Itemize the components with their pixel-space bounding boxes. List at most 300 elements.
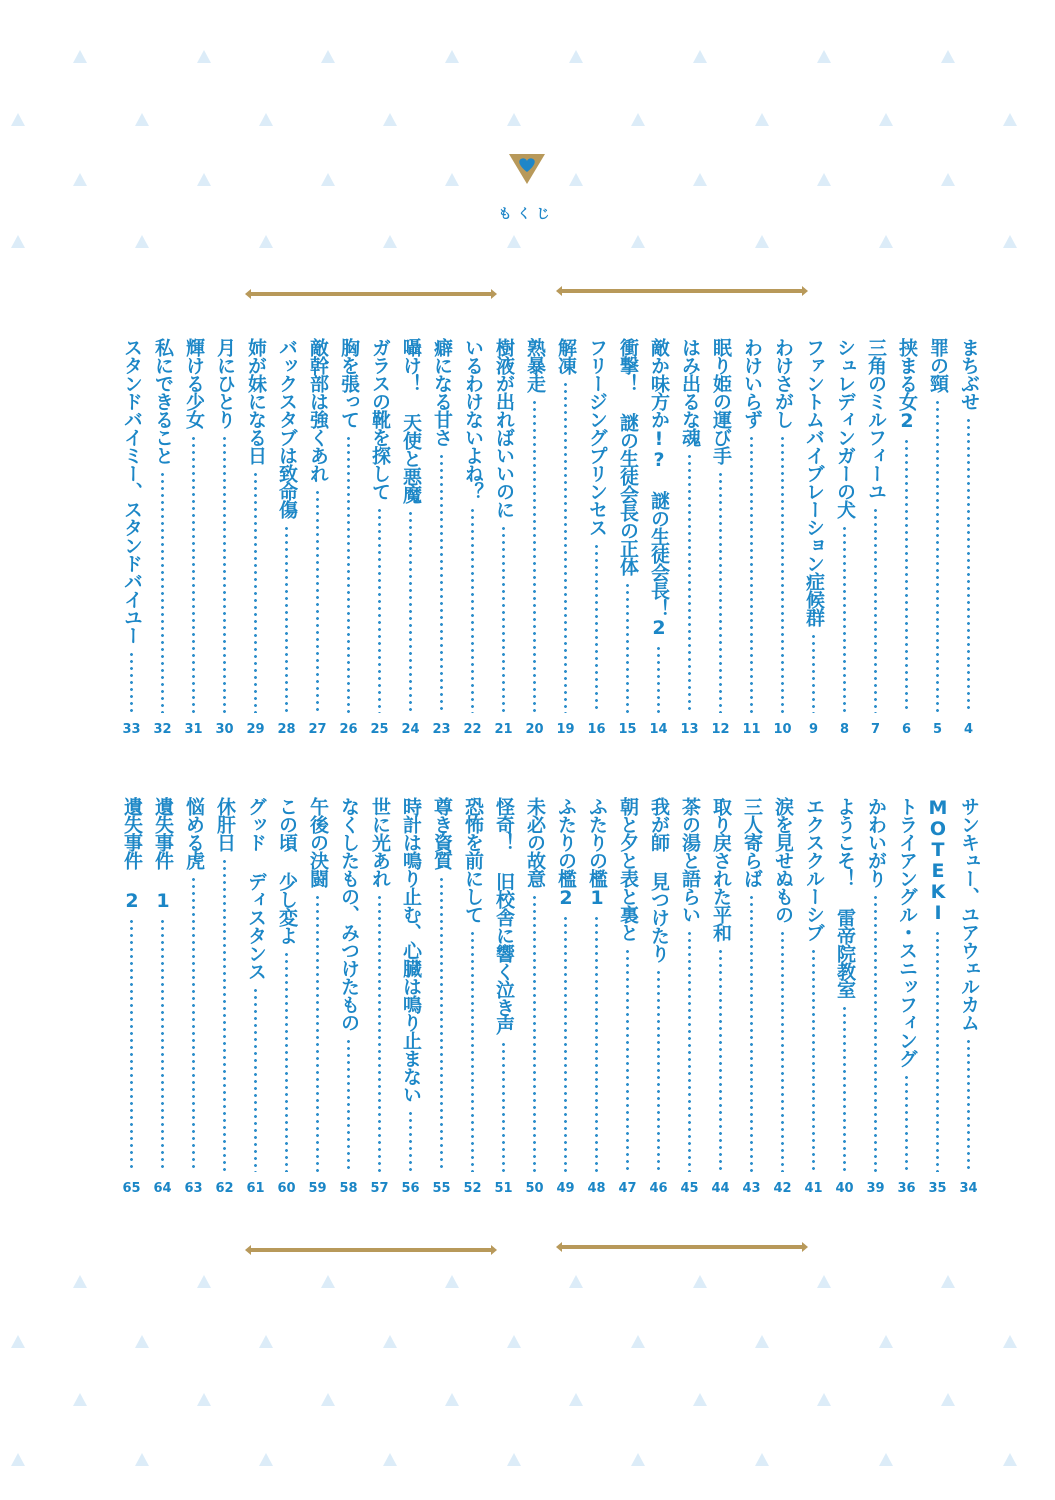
toc-entry[interactable] [736, 338, 767, 738]
toc-entry-page-number: 36 [897, 1181, 916, 1196]
toc-entry-title: ガラスの靴を探して [369, 338, 391, 500]
dot-leader [533, 399, 536, 713]
dot-leader [626, 582, 629, 713]
pattern-triangle [445, 1393, 459, 1406]
dot-leader [347, 1038, 350, 1172]
toc-entry-title: いるわけないよね？ [462, 338, 484, 500]
dot-leader [130, 651, 133, 713]
pattern-triangle [879, 113, 893, 126]
toc-entry-page-number: 26 [339, 722, 358, 737]
toc-entry-title: 午後の決闘 [307, 797, 329, 887]
pattern-triangle [73, 1275, 87, 1288]
dot-leader [409, 510, 412, 713]
toc-entry-title: 罪の頸 [927, 338, 949, 392]
toc-entry-page-number: 59 [308, 1181, 327, 1196]
pattern-triangle [321, 1393, 335, 1406]
toc-entry[interactable] [922, 338, 953, 738]
heart-triangle-icon [507, 150, 547, 190]
pattern-triangle [817, 1393, 831, 1406]
dot-leader [781, 435, 784, 713]
toc-entry-page-number: 43 [742, 1181, 761, 1196]
toc-entry-title: フリージングプリンセス [586, 338, 608, 536]
dot-leader [719, 948, 722, 1172]
toc-entry-page-number: 47 [618, 1181, 637, 1196]
pattern-triangle [631, 235, 645, 248]
toc-entry-title: 輝ける少女 [183, 338, 205, 428]
toc-entry-page-number: 27 [308, 722, 327, 737]
toc-entry-title: ふたりの檻1 [586, 797, 608, 908]
pattern-triangle [11, 113, 25, 126]
toc-entry-page-number: 55 [432, 1181, 451, 1196]
toc-entry-page-number: 40 [835, 1181, 854, 1196]
dot-leader [936, 399, 939, 713]
toc-entry-title: 取り戻された平和 [710, 797, 732, 941]
toc-entry[interactable] [736, 797, 767, 1197]
dot-leader [936, 930, 939, 1172]
pattern-triangle [73, 1393, 87, 1406]
dot-leader [254, 987, 257, 1172]
toc-entry[interactable] [302, 338, 333, 738]
toc-entry[interactable] [426, 797, 457, 1197]
pattern-triangle [11, 1453, 25, 1466]
pattern-triangle [631, 113, 645, 126]
toc-entry-title: かわいがり [865, 797, 887, 887]
dot-leader [750, 894, 753, 1172]
toc-entry-page-number: 20 [525, 722, 544, 737]
toc-entry[interactable] [116, 338, 147, 738]
dot-leader [564, 381, 567, 713]
toc-entry[interactable] [891, 797, 922, 1197]
pattern-triangle [135, 1335, 149, 1348]
toc-entry-title: スタンドバイミー、スタンドバイユー [121, 338, 143, 644]
toc-entry[interactable] [116, 797, 147, 1197]
dot-leader [905, 1074, 908, 1172]
toc-entry[interactable] [488, 338, 519, 738]
toc-entry-title: トライアングル・スニッフィング [896, 797, 918, 1067]
toc-entry-title: 時計は鳴り止む、心臓は鳴り止まない [400, 797, 422, 1103]
pattern-triangle [941, 173, 955, 186]
pattern-triangle [383, 235, 397, 248]
pattern-triangle [569, 1393, 583, 1406]
toc-entry[interactable] [922, 797, 953, 1197]
toc-entry-page-number: 50 [525, 1181, 544, 1196]
toc-entry[interactable] [426, 338, 457, 738]
toc-entry-page-number: 28 [277, 722, 296, 737]
dot-leader [502, 1041, 505, 1172]
pattern-triangle [507, 1453, 521, 1466]
toc-entry-title: MOTEKI [927, 797, 949, 923]
upper-right-rule [556, 283, 808, 299]
toc-entry-page-number: 21 [494, 722, 513, 737]
toc-entry[interactable] [395, 797, 426, 1197]
toc-entry[interactable] [891, 338, 922, 738]
toc-entry-title: なくしたもの、みつけたもの [338, 797, 360, 1031]
toc-entry-page-number: 33 [122, 722, 141, 737]
toc-entry[interactable] [767, 338, 798, 738]
pattern-triangle [259, 235, 273, 248]
dot-leader [130, 918, 133, 1172]
toc-entry-page-number: 15 [618, 722, 637, 737]
toc-entry-title: 私にできること [152, 338, 174, 464]
toc-entry[interactable] [798, 338, 829, 738]
toc-entry-page-number: 10 [773, 722, 792, 737]
toc-entry-title: 世に光あれ [369, 797, 391, 887]
toc-entry[interactable] [798, 797, 829, 1197]
dot-leader [967, 417, 970, 713]
pattern-triangle [507, 1335, 521, 1348]
toc-entry-page-number: 57 [370, 1181, 389, 1196]
toc-entry-title: 三角のミルフィーユ [865, 338, 887, 500]
toc-entry-page-number: 49 [556, 1181, 575, 1196]
toc-entry-page-number: 48 [587, 1181, 606, 1196]
toc-entry-title: 姉が妹になる日 [245, 338, 267, 464]
toc-entry-title: グッド ディスタンス [245, 797, 267, 980]
pattern-triangle [445, 173, 459, 186]
toc-entry-title: 怪奇！ 旧校舎に響く泣き声 [493, 797, 515, 1034]
toc-entry-title: 我が師 見つけたり [648, 797, 670, 962]
dot-leader [409, 1110, 412, 1172]
dot-leader [874, 894, 877, 1172]
toc-entry-title: 茶の湯と語らい [679, 797, 701, 923]
toc-entry-title: 衝撃！ 謎の生徒会長の正体 [617, 338, 639, 575]
pattern-triangle [879, 1453, 893, 1466]
toc-entry-title: 眠り姫の運び手 [710, 338, 732, 464]
dot-leader [316, 489, 319, 713]
toc-entry-title: 月にひとり [214, 338, 236, 428]
toc-entry[interactable] [240, 338, 271, 738]
dot-leader [750, 435, 753, 713]
toc-entry[interactable] [860, 797, 891, 1197]
toc-entry-title: この頃 少し変よ [276, 797, 298, 944]
pattern-triangle [693, 173, 707, 186]
toc-entry-title: 熟暴走 [524, 338, 546, 392]
pattern-triangle [197, 50, 211, 63]
toc-entry-title: 囁け！ 天使と悪魔 [400, 338, 422, 503]
toc-entry-page-number: 19 [556, 722, 575, 737]
toc-entry-page-number: 34 [959, 1181, 978, 1196]
toc-entry-title: バックスタブは致命傷 [276, 338, 298, 518]
toc-entry-title: はみ出るな魂 [679, 338, 701, 446]
toc-entry-title: ようこそ！ 雷帝院教室 [834, 797, 856, 998]
toc-entry[interactable] [953, 338, 984, 738]
toc-entry-title: シュレディンガーの犬 [834, 338, 856, 518]
toc-entry-title: サンキュー、ユアウェルカム [958, 797, 980, 1031]
pattern-triangle [755, 1335, 769, 1348]
toc-entry[interactable] [302, 797, 333, 1197]
toc-entry-page-number: 30 [215, 722, 234, 737]
pattern-triangle [569, 1275, 583, 1288]
toc-entry[interactable] [240, 797, 271, 1197]
dot-leader [688, 930, 691, 1172]
toc-entry-page-number: 44 [711, 1181, 730, 1196]
toc-upper-block [116, 338, 984, 738]
pattern-triangle [569, 50, 583, 63]
pattern-triangle [321, 50, 335, 63]
toc-entry-title: 遺失事件 2 [121, 797, 143, 911]
toc-entry[interactable] [271, 338, 302, 738]
toc-entry[interactable] [643, 338, 674, 738]
toc-entry-title: 遺失事件 1 [152, 797, 174, 911]
toc-entry-title: 涙を見せぬもの [772, 797, 794, 923]
dot-leader [440, 876, 443, 1172]
dot-leader [254, 471, 257, 713]
pattern-triangle [755, 235, 769, 248]
toc-entry[interactable] [953, 797, 984, 1197]
dot-leader [905, 438, 908, 713]
toc-entry-title: 挟まる女2 [896, 338, 918, 431]
toc-entry-title: 朝と夕と表と裏と [617, 797, 639, 941]
toc-entry[interactable] [581, 797, 612, 1197]
toc-entry-title: 敵か味方か!? 謎の生徒会長！2 [648, 338, 670, 638]
pattern-triangle [941, 50, 955, 63]
toc-lower-block [116, 797, 984, 1197]
dot-leader [967, 1038, 970, 1172]
dot-leader [688, 453, 691, 713]
dot-leader [285, 525, 288, 713]
dot-leader [347, 435, 350, 713]
toc-entry[interactable] [364, 797, 395, 1197]
toc-entry-title: 胸を張って [338, 338, 360, 428]
toc-entry[interactable] [550, 797, 581, 1197]
toc-entry-title: ファントムバイブレーション症候群 [803, 338, 825, 626]
pattern-triangle [135, 1453, 149, 1466]
toc-entry[interactable] [674, 797, 705, 1197]
pattern-triangle [631, 1453, 645, 1466]
toc-entry-page-number: 24 [401, 722, 420, 737]
dot-leader [564, 915, 567, 1172]
pattern-triangle [817, 1275, 831, 1288]
toc-entry[interactable] [488, 797, 519, 1197]
toc-entry-page-number: 23 [432, 722, 451, 737]
dot-leader [161, 918, 164, 1172]
dot-leader [471, 507, 474, 713]
dot-leader [502, 525, 505, 713]
dot-leader [316, 894, 319, 1172]
toc-entry[interactable] [457, 797, 488, 1197]
dot-leader [812, 948, 815, 1172]
toc-entry[interactable] [209, 338, 240, 738]
toc-entry-page-number: 45 [680, 1181, 699, 1196]
toc-entry[interactable] [209, 797, 240, 1197]
dot-leader [440, 453, 443, 713]
pattern-triangle [383, 1453, 397, 1466]
toc-entry-page-number: 51 [494, 1181, 513, 1196]
toc-entry[interactable] [829, 338, 860, 738]
dot-leader [657, 645, 660, 713]
toc-entry-page-number: 11 [742, 722, 761, 737]
pattern-triangle [135, 113, 149, 126]
toc-entry-page-number: 64 [153, 1181, 172, 1196]
pattern-triangle [631, 1335, 645, 1348]
pattern-triangle [1003, 113, 1017, 126]
toc-entry[interactable] [147, 338, 178, 738]
toc-entry[interactable] [674, 338, 705, 738]
toc-entry-title: 尊き資質 [431, 797, 453, 869]
toc-entry-title: 解凍 [555, 338, 577, 374]
toc-entry[interactable] [705, 797, 736, 1197]
toc-entry-title: 悩める虎 [183, 797, 205, 869]
dot-leader [378, 507, 381, 713]
toc-entry-page-number: 6 [901, 722, 912, 737]
pattern-triangle [507, 235, 521, 248]
toc-entry[interactable] [519, 338, 550, 738]
dot-leader [595, 915, 598, 1172]
toc-entry-title: 休肝日 [214, 797, 236, 851]
toc-entry[interactable] [612, 338, 643, 738]
toc-entry[interactable] [829, 797, 860, 1197]
toc-heading: もくじ [498, 207, 556, 222]
pattern-triangle [1003, 1453, 1017, 1466]
pattern-triangle [11, 235, 25, 248]
pattern-triangle [197, 173, 211, 186]
pattern-triangle [693, 50, 707, 63]
toc-entry[interactable] [860, 338, 891, 738]
toc-entry[interactable] [178, 797, 209, 1197]
dot-leader [471, 930, 474, 1172]
pattern-triangle [755, 1453, 769, 1466]
pattern-triangle [445, 50, 459, 63]
lower-left-rule [245, 1242, 497, 1258]
lower-right-rule [556, 1239, 808, 1255]
pattern-triangle [135, 235, 149, 248]
toc-entry-title: 恐怖を前にして [462, 797, 484, 923]
toc-entry[interactable] [705, 338, 736, 738]
toc-entry-title: 樹液が出ればいいのに [493, 338, 515, 518]
toc-entry-title: エクスクルーシブ [803, 797, 825, 941]
toc-entry-title: 三人寄らば [741, 797, 763, 887]
toc-entry-page-number: 4 [963, 722, 974, 737]
toc-entry-page-number: 12 [711, 722, 730, 737]
pattern-triangle [817, 50, 831, 63]
pattern-triangle [941, 1393, 955, 1406]
toc-entry[interactable] [271, 797, 302, 1197]
toc-entry-page-number: 46 [649, 1181, 668, 1196]
toc-entry[interactable] [519, 797, 550, 1197]
dot-leader [781, 930, 784, 1172]
dot-leader [285, 951, 288, 1172]
toc-entry-page-number: 9 [808, 722, 819, 737]
toc-entry-title: わけいらず [741, 338, 763, 428]
toc-entry-title: わけさがし [772, 338, 794, 428]
toc-entry-page-number: 32 [153, 722, 172, 737]
dot-leader [874, 507, 877, 713]
pattern-triangle [197, 1275, 211, 1288]
dot-leader [626, 948, 629, 1172]
toc-entry-page-number: 14 [649, 722, 668, 737]
toc-entry[interactable] [364, 338, 395, 738]
dot-leader [533, 894, 536, 1172]
toc-entry-page-number: 7 [870, 722, 881, 737]
toc-entry[interactable] [178, 338, 209, 738]
pattern-triangle [445, 1275, 459, 1288]
toc-entry-page-number: 62 [215, 1181, 234, 1196]
pattern-triangle [941, 1275, 955, 1288]
toc-entry-page-number: 13 [680, 722, 699, 737]
dot-leader [192, 876, 195, 1172]
toc-entry-page-number: 22 [463, 722, 482, 737]
toc-entry-page-number: 8 [839, 722, 850, 737]
pattern-triangle [879, 1335, 893, 1348]
toc-entry[interactable] [147, 797, 178, 1197]
dot-leader [657, 969, 660, 1172]
toc-entry-page-number: 52 [463, 1181, 482, 1196]
pattern-triangle [1003, 1335, 1017, 1348]
dot-leader [192, 435, 195, 713]
pattern-triangle [259, 1453, 273, 1466]
toc-entry[interactable] [333, 797, 364, 1197]
toc-entry-page-number: 42 [773, 1181, 792, 1196]
pattern-triangle [197, 1393, 211, 1406]
toc-entry[interactable] [767, 797, 798, 1197]
pattern-triangle [693, 1275, 707, 1288]
toc-entry-page-number: 39 [866, 1181, 885, 1196]
dot-leader [843, 525, 846, 713]
toc-entry[interactable] [333, 338, 364, 738]
pattern-triangle [73, 173, 87, 186]
toc-entry-page-number: 16 [587, 722, 606, 737]
pattern-triangle [693, 1393, 707, 1406]
pattern-triangle [11, 1335, 25, 1348]
pattern-triangle [569, 173, 583, 186]
dot-leader [223, 435, 226, 713]
toc-entry[interactable] [643, 797, 674, 1197]
pattern-triangle [73, 50, 87, 63]
toc-entry-page-number: 31 [184, 722, 203, 737]
toc-entry-page-number: 63 [184, 1181, 203, 1196]
toc-entry-page-number: 61 [246, 1181, 265, 1196]
toc-entry[interactable] [550, 338, 581, 738]
toc-entry-page-number: 56 [401, 1181, 420, 1196]
toc-entry-page-number: 5 [932, 722, 943, 737]
toc-entry-page-number: 58 [339, 1181, 358, 1196]
upper-left-rule [245, 286, 497, 302]
toc-entry-page-number: 35 [928, 1181, 947, 1196]
dot-leader [719, 471, 722, 713]
toc-entry-title: まちぶせ [958, 338, 980, 410]
toc-entry-title: ふたりの檻2 [555, 797, 577, 908]
toc-entry-page-number: 60 [277, 1181, 296, 1196]
dot-leader [595, 543, 598, 713]
toc-entry-title: 敵幹部は強くあれ [307, 338, 329, 482]
dot-leader [843, 1005, 846, 1172]
pattern-triangle [383, 113, 397, 126]
toc-entry-page-number: 65 [122, 1181, 141, 1196]
pattern-triangle [321, 173, 335, 186]
toc-entry[interactable] [581, 338, 612, 738]
dot-leader [378, 894, 381, 1172]
pattern-triangle [383, 1335, 397, 1348]
dot-leader [161, 471, 164, 713]
pattern-triangle [817, 173, 831, 186]
toc-entry-title: 癖になる甘さ [431, 338, 453, 446]
pattern-triangle [507, 113, 521, 126]
toc-entry-page-number: 25 [370, 722, 389, 737]
pattern-triangle [321, 1275, 335, 1288]
toc-entry-page-number: 41 [804, 1181, 823, 1196]
toc-entry[interactable] [395, 338, 426, 738]
toc-entry[interactable] [612, 797, 643, 1197]
dot-leader [223, 858, 226, 1172]
pattern-triangle [879, 235, 893, 248]
toc-entry[interactable] [457, 338, 488, 738]
pattern-triangle [259, 1335, 273, 1348]
dot-leader [812, 633, 815, 713]
pattern-triangle [755, 113, 769, 126]
toc-entry-page-number: 29 [246, 722, 265, 737]
pattern-triangle [259, 113, 273, 126]
toc-entry-title: 未必の故意 [524, 797, 546, 887]
pattern-triangle [1003, 235, 1017, 248]
